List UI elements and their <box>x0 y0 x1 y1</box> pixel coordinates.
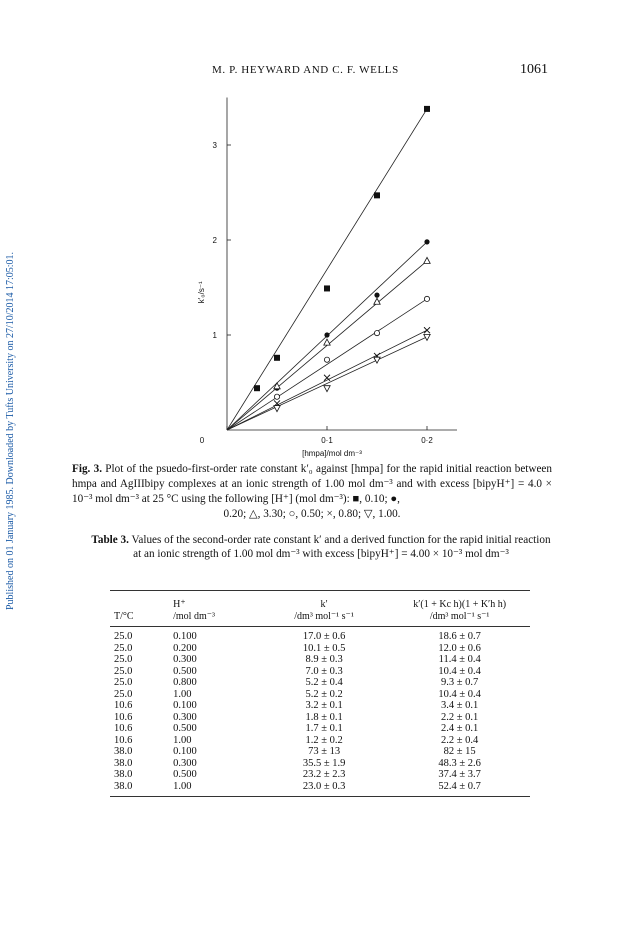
table-cell: 5.2 ± 0.4 <box>305 677 343 688</box>
table-cell: 10.4 ± 0.4 <box>438 665 481 677</box>
table-cell: 38.0 <box>114 769 133 780</box>
table-header-row-1 <box>110 591 530 611</box>
data-point <box>424 296 429 301</box>
table-row <box>110 723 530 735</box>
data-point <box>324 357 329 362</box>
data-point <box>374 357 380 363</box>
header-cell: /dm³ mol⁻¹ s⁻¹ <box>389 611 530 627</box>
running-head: M. P. HEYWARD AND C. F. WELLS <box>212 64 399 76</box>
table-row <box>110 746 530 758</box>
table-cell: 52.4 ± 0.7 <box>389 781 530 797</box>
data-point <box>374 331 379 336</box>
table-cell: 10.6 <box>114 711 133 723</box>
table-header-row-2 <box>110 611 530 627</box>
table-cell: 1.00 <box>173 688 192 700</box>
table-cell: 3.2 ± 0.1 <box>305 700 343 711</box>
page-number: 1061 <box>520 62 548 77</box>
data-point <box>424 239 429 244</box>
table-cell: 48.3 ± 2.6 <box>438 757 481 769</box>
header-cell: k′(1 + Kc h)(1 + K′h h) <box>389 591 530 611</box>
table-cell: 1.7 ± 0.1 <box>305 723 343 734</box>
table-cell: 0.300 <box>173 757 197 769</box>
figure-caption <box>72 462 552 522</box>
table-caption-label: Table 3. <box>91 534 129 546</box>
table-cell: 82 ± 15 <box>443 746 476 757</box>
table-caption <box>90 533 552 561</box>
table-cell: 25.0 <box>114 688 133 700</box>
table-cell: 0.100 <box>173 746 197 757</box>
table-cell: 38.0 <box>114 746 133 757</box>
table-row <box>110 677 530 689</box>
table-row <box>110 758 530 770</box>
table-cell: 38.0 <box>110 781 169 797</box>
y-tick-label: 1 <box>212 331 217 340</box>
x-axis-label: [hmpa]/mol dm⁻³ <box>302 449 362 458</box>
data-point <box>274 406 280 412</box>
y-tick-label: 3 <box>212 141 217 150</box>
series-line <box>227 337 427 430</box>
table-cell: 1.8 ± 0.1 <box>305 711 343 723</box>
table-cell: 0.100 <box>173 631 197 642</box>
table-cell: 25.0 <box>114 654 133 665</box>
table-cell: 38.0 <box>114 757 133 769</box>
data-point <box>274 394 279 399</box>
table-cell: 11.4 ± 0.4 <box>438 654 481 665</box>
table-cell: 0.500 <box>173 769 197 780</box>
table-body <box>110 627 530 797</box>
data-point <box>424 327 430 333</box>
table-cell: 10.6 <box>114 734 133 746</box>
table-cell: 1.00 <box>169 781 259 797</box>
table-row <box>110 627 530 643</box>
table-row <box>110 781 530 797</box>
data-point <box>324 339 330 345</box>
table-row <box>110 769 530 781</box>
data-table <box>110 590 530 797</box>
table-cell: 17.0 ± 0.6 <box>302 631 346 642</box>
download-notice-text: Published on 01 January 1985. Downloaded by Tufts University on 27/10/2014 17:05:01. <box>5 251 16 610</box>
header-cell: T/°C <box>110 611 169 627</box>
table-cell: 1.2 ± 0.2 <box>305 734 343 746</box>
table-row <box>110 689 530 701</box>
table-cell: 2.2 ± 0.1 <box>441 711 479 723</box>
table-row <box>110 735 530 747</box>
table-cell: 35.5 ± 1.9 <box>302 757 346 769</box>
table-cell: 23.2 ± 2.3 <box>302 769 346 780</box>
download-notice <box>5 150 19 610</box>
table-row <box>110 654 530 666</box>
data-point <box>374 293 379 298</box>
table-cell: 1.00 <box>173 734 192 746</box>
table-cell: 25.0 <box>114 665 133 677</box>
data-point <box>374 192 380 198</box>
table-cell: 0.300 <box>173 711 197 723</box>
header-cell: /mol dm⁻³ <box>169 611 259 627</box>
data-point <box>274 355 280 361</box>
series-line <box>227 299 427 430</box>
table-cell: 0.800 <box>173 677 197 688</box>
header-cell: k′ <box>259 591 389 611</box>
x-tick-label: 0 <box>199 436 205 445</box>
table-cell: 37.4 ± 3.7 <box>438 769 481 780</box>
header-cell: H⁺ <box>169 591 259 611</box>
data-point <box>324 285 330 291</box>
table-cell: 0.500 <box>173 723 197 734</box>
y-tick-label: 2 <box>212 236 217 245</box>
figure-caption-text-end: 0.20; △, 3.30; ○, 0.50; ×, 0.80; ▽, 1.00. <box>223 508 401 520</box>
table-cell: 73 ± 13 <box>308 746 341 757</box>
figure-caption-text: Plot of the psuedo-first-order rate constant k′₀ against [hmpa] for the rapid initial reaction between hmpa and AgIIIbipy complexes at an ionic strength of 1.00 mol dm⁻³ and with excess [bipyH⁺] = 4.0 × 10⁻³ mol dm⁻³ at 25 °C using the following [H⁺] (mol dm⁻³): ■, 0.10; ●, <box>72 463 552 505</box>
series-line <box>227 109 427 430</box>
table-caption-text: Values of the second-order rate constant k′ and a derived function for the rapid initial reaction at an ionic strength of 1.00 mol dm⁻³ with excess [bipyH⁺] = 4.00 × 10⁻³ mol dm⁻³ <box>131 534 551 560</box>
data-point <box>324 332 329 337</box>
data-point <box>324 386 330 392</box>
header-cell: /dm³ mol⁻¹ s⁻¹ <box>259 611 389 627</box>
table-cell: 10.1 ± 0.5 <box>302 642 346 654</box>
table-cell: 10.4 ± 0.4 <box>438 688 481 700</box>
table-cell: 2.4 ± 0.1 <box>441 723 479 734</box>
table-cell: 8.9 ± 0.3 <box>305 654 343 665</box>
table-cell: 2.2 ± 0.4 <box>441 734 479 746</box>
data-point <box>424 257 430 263</box>
data-point <box>254 385 260 391</box>
table-cell: 3.4 ± 0.1 <box>441 700 479 711</box>
table-cell: 25.0 <box>114 642 133 654</box>
table-cell: 7.0 ± 0.3 <box>305 665 343 677</box>
header-cell <box>110 591 169 611</box>
table-cell: 25.0 <box>114 631 133 642</box>
table-cell: 0.200 <box>173 642 197 654</box>
table-cell: 0.500 <box>173 665 197 677</box>
table-cell: 0.100 <box>173 700 197 711</box>
table-row <box>110 700 530 712</box>
data-point <box>424 106 430 112</box>
figure-3-chart <box>170 90 450 458</box>
table-cell: 9.3 ± 0.7 <box>441 677 479 688</box>
page-header <box>0 62 624 82</box>
y-axis-label: k′₀/s⁻¹ <box>197 281 206 304</box>
table-cell: 18.6 ± 0.7 <box>438 631 481 642</box>
table-cell: 10.6 <box>114 723 133 734</box>
x-tick-label: 0·2 <box>421 436 433 445</box>
data-point <box>424 334 430 340</box>
table-cell: 0.300 <box>173 654 197 665</box>
table-cell: 25.0 <box>114 677 133 688</box>
table-cell: 12.0 ± 0.6 <box>438 642 481 654</box>
table-row <box>110 666 530 678</box>
table-cell: 23.0 ± 0.3 <box>259 781 389 797</box>
figure-caption-label: Fig. 3. <box>72 463 102 475</box>
x-tick-label: 0·1 <box>321 436 333 445</box>
table-row <box>110 643 530 655</box>
table-cell: 10.6 <box>114 700 133 711</box>
table-cell: 5.2 ± 0.2 <box>305 688 343 700</box>
table-row <box>110 712 530 724</box>
